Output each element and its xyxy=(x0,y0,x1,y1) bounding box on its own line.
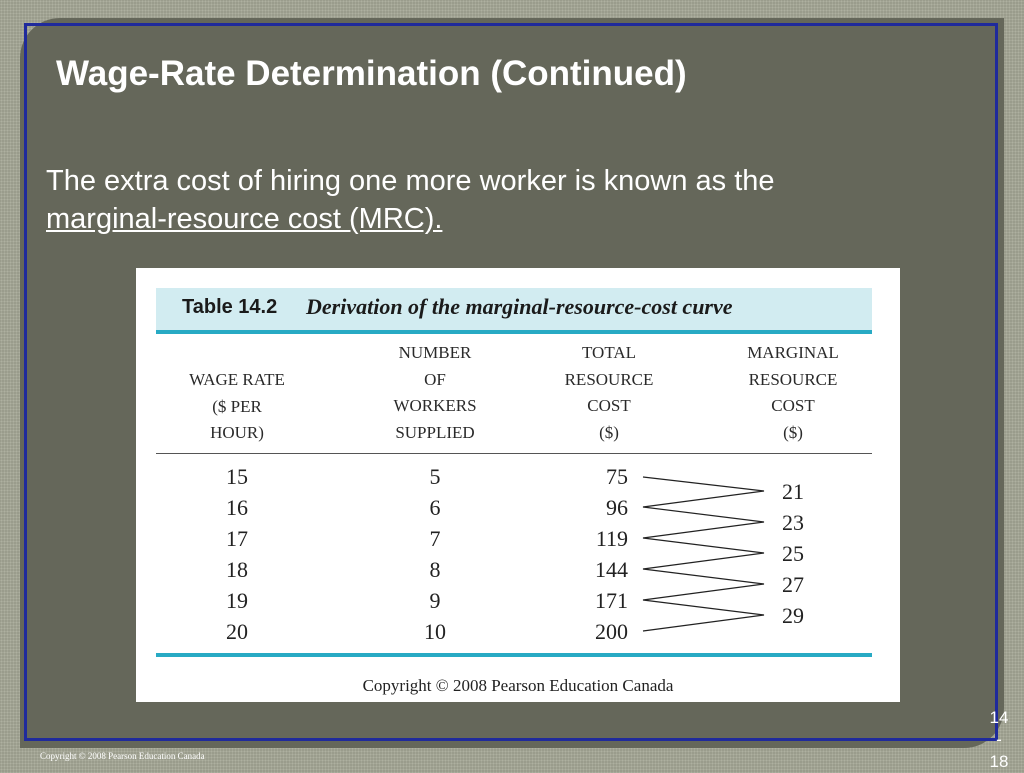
col-header-line: ($) xyxy=(599,422,619,442)
slide-number xyxy=(984,707,1014,773)
cell-workers: 7 xyxy=(429,526,441,551)
cell-workers: 9 xyxy=(429,588,441,613)
cell-marginal-cost: 23 xyxy=(782,510,804,535)
col-header-line: COST xyxy=(771,396,815,415)
table-number: Table 14.2 xyxy=(182,296,278,318)
cell-total-cost: 96 xyxy=(606,495,628,520)
cell-wage-rate: 17 xyxy=(226,526,248,551)
zigzag-connector-lines xyxy=(136,268,900,702)
slide-title: Wage-Rate Determination (Continued) xyxy=(56,54,687,93)
figure-copyright: Copyright © 2008 Pearson Education Canada xyxy=(362,676,674,695)
col-header-line: WORKERS xyxy=(393,396,477,415)
col-header-line: WAGE RATE xyxy=(189,370,285,389)
body-text xyxy=(46,162,946,238)
slide-number-line: - xyxy=(996,730,1002,749)
cell-wage-rate: 16 xyxy=(226,495,248,520)
cell-workers: 6 xyxy=(429,495,441,520)
slide-number-line: 14 xyxy=(989,708,1009,727)
cell-workers: 8 xyxy=(429,557,441,582)
footer-copyright: Copyright © 2008 Pearson Education Canada xyxy=(40,751,205,761)
col-header-line: HOUR) xyxy=(210,423,264,442)
body-sentence: The extra cost of hiring one more worker is known as the xyxy=(46,165,775,197)
zigzag-line xyxy=(643,477,764,631)
footer-rule xyxy=(156,653,872,657)
col-header-line: RESOURCE xyxy=(564,369,654,389)
table-figure xyxy=(136,268,900,702)
col-header-line: MARGINAL xyxy=(747,343,839,362)
cell-marginal-cost: 27 xyxy=(782,572,804,597)
cell-marginal-cost: 25 xyxy=(782,541,804,566)
slide-number-line: 18 xyxy=(989,752,1009,771)
cell-total-cost: 75 xyxy=(606,464,628,489)
body-key-term: marginal-resource cost (MRC). xyxy=(46,203,443,235)
col-header-line: TOTAL xyxy=(581,343,637,362)
cell-wage-rate: 19 xyxy=(226,588,248,613)
cell-workers: 10 xyxy=(424,619,446,644)
col-header-line: NUMBER xyxy=(398,343,472,362)
cell-marginal-cost: 21 xyxy=(782,479,804,504)
cell-wage-rate: 20 xyxy=(226,619,248,644)
cell-wage-rate: 18 xyxy=(226,557,248,582)
cell-total-cost: 200 xyxy=(595,619,628,644)
col-header-line: SUPPLIED xyxy=(395,422,475,442)
col-header-line: ($) xyxy=(783,422,803,442)
col-header-line: COST xyxy=(587,396,631,415)
cell-workers: 5 xyxy=(429,464,441,489)
col-header-line: RESOURCE xyxy=(748,369,838,389)
cell-wage-rate: 15 xyxy=(226,464,248,489)
cell-marginal-cost: 29 xyxy=(782,603,804,628)
col-header-line: ($ PER xyxy=(212,396,262,416)
col-header-line: OF xyxy=(424,369,446,389)
cell-total-cost: 171 xyxy=(595,588,628,613)
cell-total-cost: 144 xyxy=(595,557,628,582)
cell-total-cost: 119 xyxy=(595,526,628,551)
table-caption: Derivation of the marginal-resource-cost curve xyxy=(306,294,733,319)
